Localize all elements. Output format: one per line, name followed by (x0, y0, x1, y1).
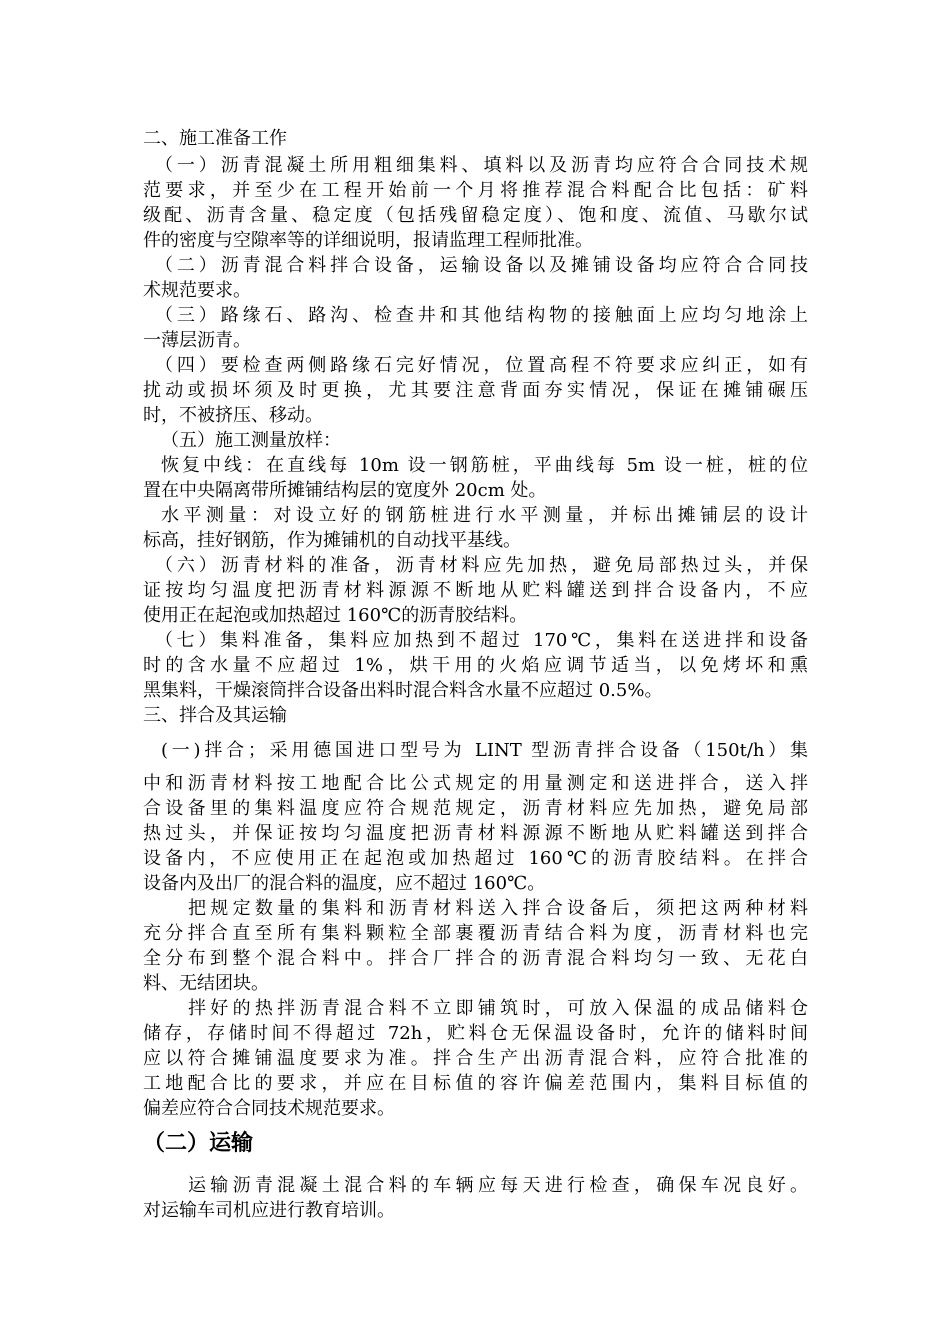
paragraph-line: 置在中央隔离带所摊铺结构层的宽度外 20cm 处。 (143, 480, 547, 501)
paragraph-line: (一)拌合；采用德国进口型号为 LINT 型沥青拌合设备（150t/h）集 (161, 740, 808, 761)
paragraph-line: 使用正在起泡或加热超过 160℃的沥青胶结料。 (143, 605, 528, 626)
paragraph-line: 充分拌合直至所有集料颗粒全部裹覆沥青结合料为度，沥青材料也完 (143, 923, 808, 944)
paragraph-line: 对运输车司机应进行教育培训。 (143, 1200, 395, 1221)
paragraph-line: 级配、沥青含量、稳定度（包括残留稳定度）、饱和度、流值、马歇尔试 (143, 205, 808, 226)
section-heading-mixing-transport: 三、拌合及其运输 (143, 705, 287, 726)
paragraph-line: 运输沥青混凝土混合料的车辆应每天进行检查，确保车况良好。 (188, 1175, 808, 1196)
paragraph-line: 水平测量：对设立好的钢筋桩进行水平测量，并标出摊铺层的设计 (161, 505, 808, 526)
paragraph-line: （四）要检查两侧路缘石完好情况，位置高程不符要求应纠正，如有 (155, 355, 808, 376)
paragraph-line: （一）沥青混凝土所用粗细集料、填料以及沥青均应符合合同技术规 (155, 155, 808, 176)
section-heading-construction-preparation: 二、施工准备工作 (143, 128, 287, 149)
paragraph-line: 恢复中线：在直线每 10m 设一钢筋桩，平曲线每 5m 设一桩，桩的位 (161, 455, 808, 476)
paragraph-line: 全分布到整个混合料中。拌合厂拌合的沥青混合料均匀一致、无花白 (143, 948, 808, 969)
paragraph-line: 证按均匀温度把沥青材料源源不断地从贮料罐送到拌合设备内，不应 (143, 580, 808, 601)
paragraph-line: 料、无结团块。 (143, 973, 269, 994)
paragraph-line: 热过头，并保证按均匀温度把沥青材料源源不断地从贮料罐送到拌合 (143, 823, 808, 844)
subsection-heading-transport: （二）运输 (143, 1131, 254, 1156)
paragraph-line: 合设备里的集料温度应符合规范规定，沥青材料应先加热，避免局部 (143, 798, 808, 819)
paragraph-line: （三）路缘石、路沟、检查井和其他结构物的接触面上应均匀地涂上 (155, 305, 808, 326)
paragraph-line: 黑集料，干燥滚筒拌合设备出料时混合料含水量不应超过 0.5%。 (143, 680, 663, 701)
paragraph-line: （二）沥青混合料拌合设备，运输设备以及摊铺设备均应符合合同技 (155, 255, 808, 276)
paragraph-line: 设备内及出厂的混合料的温度，应不超过 160℃。 (143, 873, 546, 894)
paragraph-line: 把规定数量的集料和沥青材料送入拌合设备后，须把这两种材料 (188, 898, 808, 919)
paragraph-line: 设备内，不应使用正在起泡或加热超过 160℃的沥青胶结料。在拌合 (143, 848, 808, 869)
paragraph-line: 工地配合比的要求，并应在目标值的容许偏差范围内，集料目标值的 (143, 1073, 808, 1094)
paragraph-line: 扰动或损坏须及时更换，尤其要注意背面夯实情况，保证在摊铺碾压 (143, 380, 808, 401)
paragraph-line: 偏差应符合合同技术规范要求。 (143, 1098, 395, 1119)
paragraph-line: 一薄层沥青。 (143, 330, 251, 351)
paragraph-line: 中和沥青材料按工地配合比公式规定的用量测定和送进拌合，送入拌 (143, 773, 808, 794)
paragraph-line: 时，不被挤压、移动。 (143, 405, 323, 426)
paragraph-line: 储存，存储时间不得超过 72h，贮料仓无保温设备时，允许的储料时间 (143, 1023, 808, 1044)
paragraph-line: 应以符合摊铺温度要求为准。拌合生产出沥青混合料，应符合批准的 (143, 1048, 808, 1069)
paragraph-line: 时的含水量不应超过 1%，烘干用的火焰应调节适当，以免烤坏和熏 (143, 655, 808, 676)
paragraph-line: （五）施工测量放样： (161, 430, 341, 451)
paragraph-line: 标高，挂好钢筋，作为摊铺机的自动找平基线。 (143, 530, 521, 551)
paragraph-line: （七）集料准备，集料应加热到不超过 170℃，集料在送进拌和设备 (155, 630, 808, 651)
paragraph-line: （六）沥青材料的准备，沥青材料应先加热，避免局部热过头，并保 (155, 555, 808, 576)
paragraph-line: 拌好的热拌沥青混合料不立即铺筑时，可放入保温的成品储料仓 (188, 998, 808, 1019)
paragraph-line: 术规范要求。 (143, 280, 251, 301)
paragraph-line: 件的密度与空隙率等的详细说明，报请监理工程师批准。 (143, 230, 593, 251)
paragraph-line: 范要求，并至少在工程开始前一个月将推荐混合料配合比包括：矿料 (143, 180, 808, 201)
